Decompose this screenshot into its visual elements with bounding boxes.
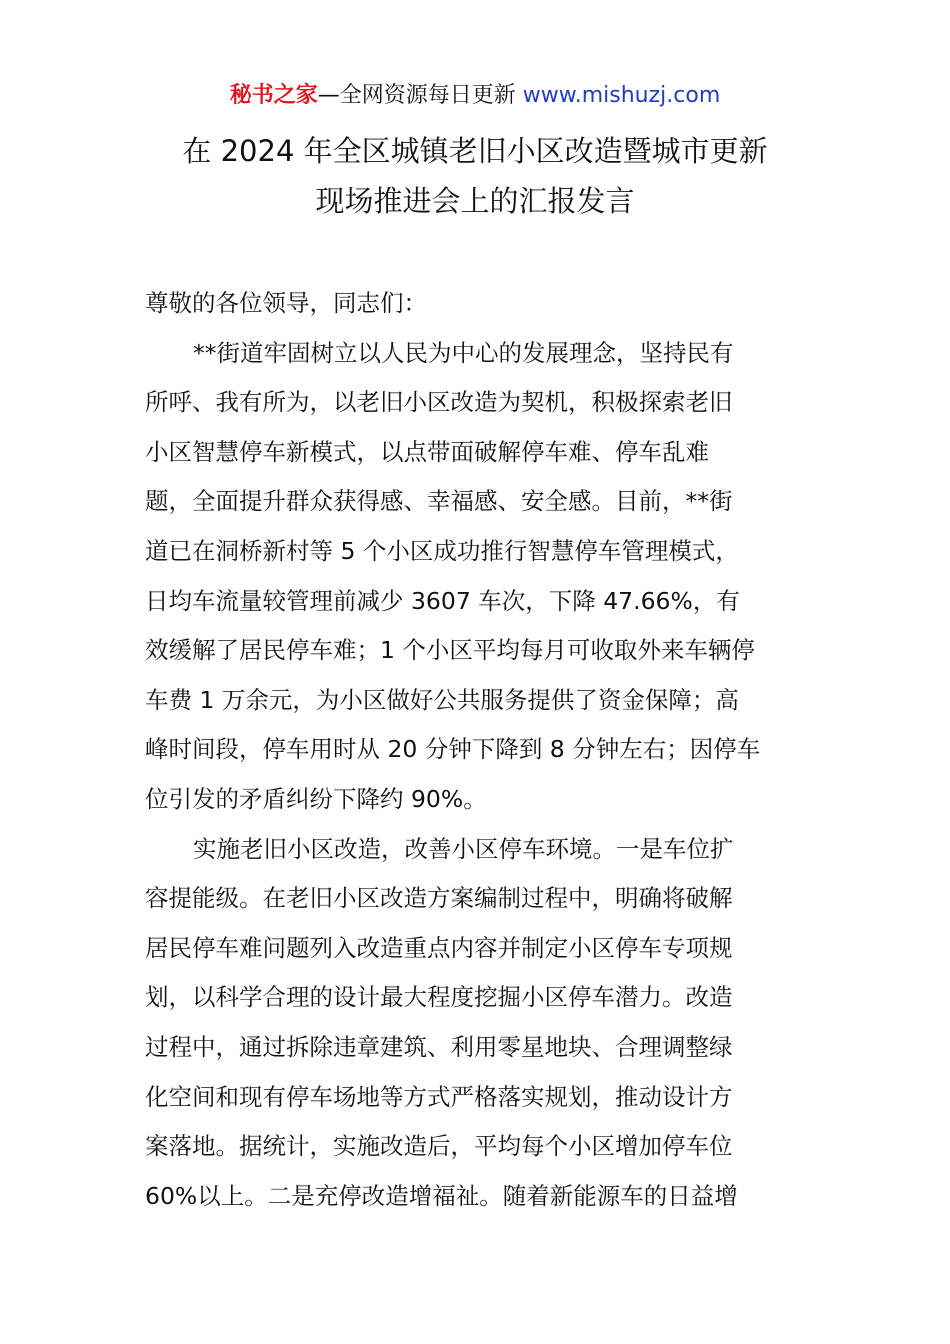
paragraph-2-line: 案落地。据统计，实施改造后，平均每个小区增加停车位 <box>145 1132 733 1161</box>
paragraph-2-line: 过程中，通过拆除违章建筑、利用零星地块、合理调整绿 <box>145 1032 733 1061</box>
site-header <box>0 80 950 112</box>
paragraph-1-line: 效缓解了居民停车难；1 个小区平均每月可收取外来车辆停 <box>145 636 755 665</box>
paragraph-1-line: 题，全面提升群众获得感、幸福感、安全感。目前，**街 <box>145 487 733 516</box>
document-title <box>0 126 950 226</box>
paragraph-1-line: **街道牢固树立以人民为中心的发展理念，坚持民有 <box>193 338 734 367</box>
header-tagline: —全网资源每日更新 <box>317 83 516 108</box>
paragraph-1-line: 峰时间段，停车用时从 20 分钟下降到 8 分钟左右；因停车 <box>145 735 761 764</box>
paragraph-1-line: 小区智慧停车新模式，以点带面破解停车难、停车乱难 <box>145 437 709 466</box>
paragraph-1-line: 日均车流量较管理前减少 3607 车次，下降 47.66%，有 <box>145 586 740 615</box>
salutation: 尊敬的各位领导，同志们： <box>145 289 427 317</box>
paragraph-2-line: 划，以科学合理的设计最大程度挖掘小区停车潜力。改造 <box>145 983 733 1012</box>
paragraph-2-line: 化空间和现有停车场地等方式严格落实规划，推动设计方 <box>145 1082 733 1111</box>
paragraph-1-line: 车费 1 万余元，为小区做好公共服务提供了资金保障；高 <box>145 685 739 714</box>
site-url[interactable]: www.mishuzj.com <box>522 83 721 108</box>
paragraph-1-line: 所呼、我有所为，以老旧小区改造为契机，积极探索老旧 <box>145 388 733 417</box>
paragraph-2-line: 60%以上。二是充停改造增福祉。随着新能源车的日益增 <box>145 1181 738 1210</box>
paragraph-2-line: 实施老旧小区改造，改善小区停车环境。一是车位扩 <box>193 834 734 863</box>
title-line-2: 现场推进会上的汇报发言 <box>315 184 635 218</box>
paragraph-2-line: 居民停车难问题列入改造重点内容并制定小区停车专项规 <box>145 933 733 962</box>
paragraph-1-line: 位引发的矛盾纠纷下降约 90%。 <box>145 784 487 813</box>
brand-name: 秘书之家 <box>229 83 318 108</box>
paragraph-1-line: 道已在洞桥新村等 5 个小区成功推行智慧停车管理模式， <box>145 536 739 565</box>
paragraph-2-line: 容提能级。在老旧小区改造方案编制过程中，明确将破解 <box>145 884 733 913</box>
title-line-1: 在 2024 年全区城镇老旧小区改造暨城市更新 <box>182 134 768 168</box>
document-body <box>145 279 807 1221</box>
